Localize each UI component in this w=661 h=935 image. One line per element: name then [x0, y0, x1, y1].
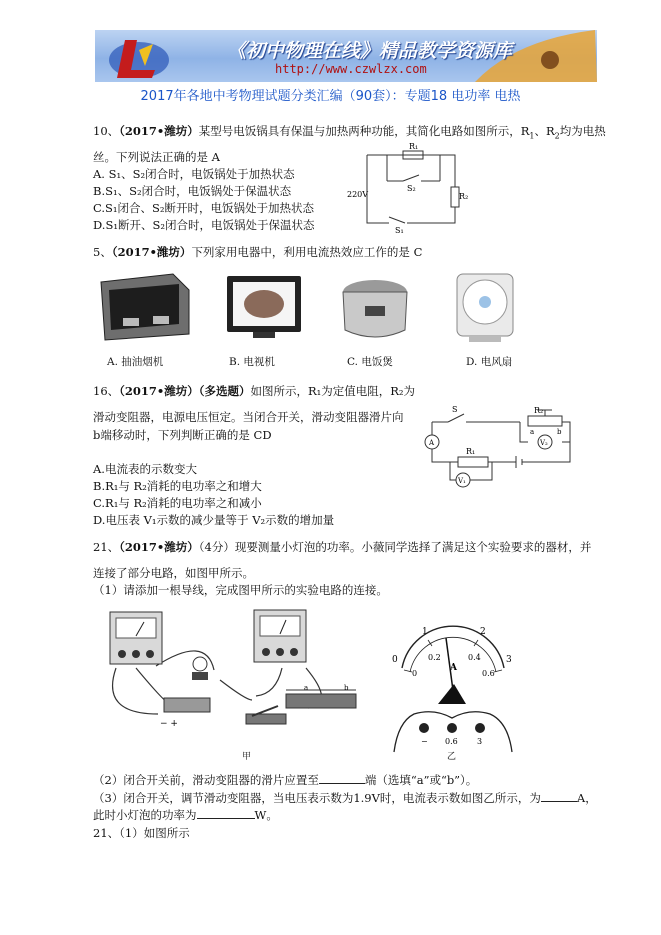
q16-number: 16、: [93, 384, 120, 398]
electric-fan-icon: [457, 274, 513, 342]
rheostat-icon: [286, 684, 356, 708]
q21-apparatus-figure: [96, 604, 386, 754]
q10-text-mid: 、R: [534, 124, 555, 138]
dial-bottom-label-0-4: 0.4: [468, 653, 481, 662]
q5-line: [93, 245, 422, 260]
q21-text: （4分）现要测量小灯泡的功率。小薇同学选择了满足这个实验要求的器材，并: [198, 540, 592, 554]
q10-line1: [93, 124, 606, 143]
q10-label-s2: S₂: [407, 184, 416, 193]
q10-label-s1: S₁: [395, 226, 404, 235]
q5-caption-a: A. 抽油烟机: [107, 356, 164, 368]
rice-cooker-icon: [343, 280, 407, 337]
dial-top-label-3: 3: [506, 655, 512, 665]
q21-part3-unit: A，: [576, 791, 597, 805]
q21-part3-text2: 此时小灯泡的功率为: [93, 808, 197, 822]
q5-source: （2017•潍坊）: [111, 245, 192, 259]
q10-number: 10、: [93, 124, 120, 138]
q10-option-b: B.S₁、S₂闭合时，电饭锅处于保温状态: [93, 184, 292, 198]
dial-terminal-label-3: 3: [477, 737, 483, 746]
q10-sub: 1: [529, 131, 535, 141]
q21-part2: [93, 773, 477, 788]
q21-figure-label-right: 乙: [447, 752, 457, 762]
ammeter-right-icon: [254, 610, 306, 662]
q21-part2-text: （2）闭合开关前，滑动变阻器的滑片应置至: [93, 773, 319, 787]
dial-top-label-0: 0: [392, 655, 398, 665]
q16-option-d: D.电压表 V₁示数的减少量等于 V₂示数的增加量: [93, 513, 335, 527]
q5-caption-c: C. 电饭煲: [347, 356, 393, 368]
q16-line3: b端移动时，下列判断正确的是 CD: [93, 428, 272, 442]
q16-circuit-diagram: [420, 402, 580, 492]
q16-label-ammeter: A: [429, 439, 435, 447]
q10-option-c: C.S₁闭合、S₂断开时，电饭锅处于加热状态: [93, 201, 315, 215]
q21-part3-current-blank[interactable]: [541, 791, 577, 802]
q21-part3: [93, 791, 597, 806]
dial-terminal-label-0-6: 0.6: [445, 737, 458, 746]
q10-label-r2: R₂: [459, 192, 469, 201]
q21-part2-text-end: 端（选填“a”或“b”）。: [364, 773, 478, 787]
q16-option-a: A.电流表的示数变大: [93, 462, 197, 476]
q16-label-v2: V₂: [540, 439, 548, 447]
dial-top-label-2: 2: [480, 627, 486, 637]
q10-option-a: A. S₁、S₂闭合时，电饭锅处于加热状态: [93, 167, 295, 181]
q16-label-b: b: [557, 428, 562, 436]
q21-part3-text: （3）闭合开关，调节滑动变阻器，当电压表示数为1.9V时，电流表示数如图乙所示，为: [93, 791, 541, 805]
television-icon: [227, 276, 301, 338]
q21-source: （2017•潍坊）: [119, 540, 199, 554]
svg-text:b: b: [344, 684, 349, 692]
q16-option-c: C.R₁与 R₂消耗的电功率之和减小: [93, 496, 262, 510]
q16-label-a: a: [530, 428, 535, 436]
header-banner: [95, 30, 597, 82]
dial-bottom-label-0: 0: [412, 669, 418, 678]
dial-terminal-0-6: [447, 723, 457, 733]
q16-line2: 滑动变阻器，电源电压恒定。当闭合开关，滑动变阻器滑片向: [93, 410, 404, 424]
q16-text: 如图所示，R₁为定值电阻，R₂为: [250, 384, 416, 398]
dial-unit: A: [450, 663, 457, 673]
q16-source: （2017•潍坊）: [119, 384, 199, 398]
q21-line2: 连接了部分电路，如图甲所示。: [93, 566, 254, 580]
q5-number: 5、: [93, 245, 112, 259]
svg-text:− +: − +: [160, 719, 178, 729]
q16-label-s: S: [452, 405, 458, 414]
q10-sub: 2: [554, 131, 560, 141]
q10-text: 某型号电饭锅具有保温与加热两种功能，其简化电路如图所示，R: [198, 124, 530, 138]
q21-figure-label-left: 甲: [242, 752, 252, 762]
q16-label-r1: R₁: [466, 447, 476, 456]
q10-label-voltage: 220V: [347, 190, 369, 199]
switch-icon: [246, 706, 286, 724]
range-hood-icon: [101, 274, 189, 340]
q10-source: （2017•潍坊）: [119, 124, 199, 138]
q5-caption-b: B. 电视机: [229, 356, 275, 368]
bulb-icon: [192, 657, 208, 680]
voltmeter-left-icon: [110, 612, 162, 664]
svg-text:a: a: [304, 684, 309, 692]
q5-caption-d: D. 电风扇: [466, 356, 513, 368]
q10-circuit-diagram: [345, 142, 470, 235]
q21-part2-answer-blank[interactable]: [319, 773, 365, 784]
answer-line: 21、（1）如图所示: [93, 826, 190, 840]
dial-bottom-label-0-6: 0.6: [482, 669, 495, 678]
dial-bottom-label-0-2: 0.2: [428, 653, 441, 662]
dial-terminal-3: [475, 723, 485, 733]
dial-terminal-neg: [419, 723, 429, 733]
q21-ammeter-dial: [388, 622, 518, 754]
q21-part3-line2: [93, 808, 278, 823]
banner-logo-text: 《初中物理在线》精品教学资源库: [227, 40, 513, 62]
q21-part1: （1）请添加一根导线，完成图甲所示的实验电路的连接。: [93, 583, 388, 597]
q16-tag: （多选题）: [198, 384, 251, 398]
q5-text: 下列家用电器中，利用电流热效应工作的是 C: [191, 245, 423, 259]
banner-url[interactable]: http://www.czwlzx.com: [275, 62, 427, 76]
q10-label-r1: R₁: [409, 142, 419, 151]
dial-top-label-1: 1: [422, 627, 428, 637]
page-title: 2017年各地中考物理试题分类汇编（90套）：专题18 电功率 电热: [140, 89, 521, 104]
q16-label-r2: R₂: [534, 406, 544, 415]
q16-option-b: B.R₁与 R₂消耗的电功率之和增大: [93, 479, 262, 493]
q21-number: 21、: [93, 540, 120, 554]
q10-text-end: 均为电热: [559, 124, 606, 138]
appliance-illustrations: [93, 268, 503, 348]
dial-terminal-label-neg: −: [421, 737, 428, 746]
q21-part3-unit2: W。: [254, 808, 278, 822]
q21-part3-power-blank[interactable]: [197, 808, 255, 819]
q16-line1: [93, 384, 415, 399]
q21-line1: [93, 540, 591, 555]
q10-line2: 丝。下列说法正确的是 A: [93, 150, 220, 164]
q10-option-d: D.S₁断开、S₂闭合时，电饭锅处于保温状态: [93, 218, 315, 232]
q16-label-v1: V₁: [458, 477, 466, 485]
battery-box-icon: [160, 698, 210, 729]
